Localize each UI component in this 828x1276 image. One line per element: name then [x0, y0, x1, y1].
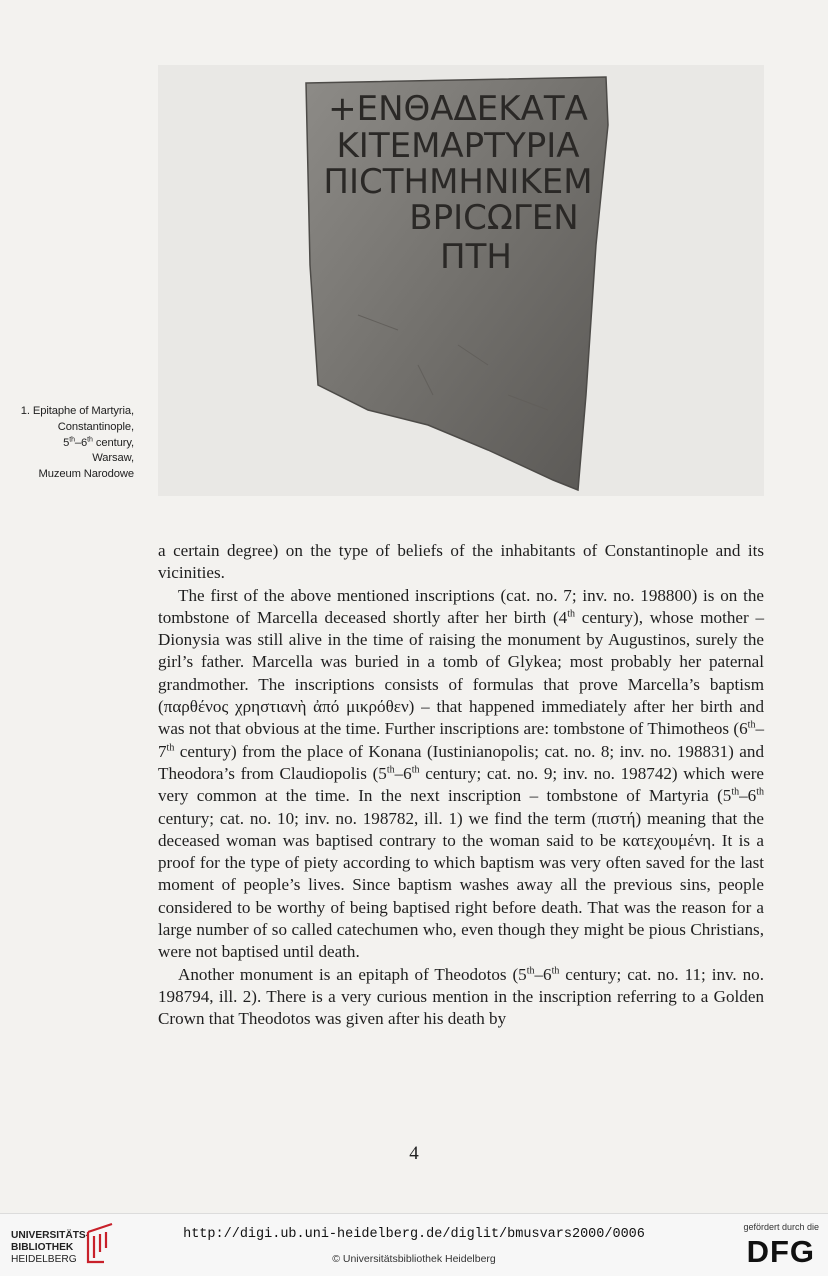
footer-bar: [0, 1213, 828, 1276]
copyright-text: © Universitätsbibliothek Heidelberg: [332, 1253, 496, 1265]
caption-line: Constantinople,: [57, 420, 134, 433]
inscription-line-5: ΠΤΗ: [440, 237, 512, 277]
page-number: 4: [409, 1143, 419, 1164]
body-text: [158, 540, 764, 1031]
caption-line: Muzeum Narodowe: [38, 468, 134, 481]
inscription-line-4: ΒΡΙCΩΓΕΝ: [409, 198, 579, 238]
inscription-line-1: +ЕΝΘΑΔΕΚΑΤΑ: [328, 89, 588, 129]
paragraph: a certain degree) on the type of beliefs of the inhabitants of Constantinople and its vicinities.: [158, 541, 764, 583]
paragraph: Another monument is an epitaph of Theodotos (5th–6th century; cat. no. 11; inv. no. 198794, ill. 2). There is a very curious mention in the inscription referring to a Golden Crown that Theodotos was given after his death by: [158, 964, 764, 1029]
figure-photo: [158, 65, 764, 496]
paragraph: The first of the above mentioned inscriptions (cat. no. 7; inv. no. 198800) is on the tombstone of Marcella deceased shortly after her birth (4th century), whose mother – Dionysia was still alive in the time of raising the monument by Augustinos, surely the girl’s father. Marcella was buried in a tomb of Glykea; most probably her paternal grandmother. The inscriptions consists of formulas that prove Marcella’s baptism (παρθένος χρηστιανὴ ἀπό μικρόθεν) – that happened immediately after her birth and was not that obvious at the time. Further inscriptions are: tombstone of Thimotheos (6th–7th century) from the place of Konana (Iustinianopolis; cat. no. 8; inv. no. 198831) and Theodora’s from Claudiopolis (5th–6th century; cat. no. 9; inv. no. 198742) which were very common at the time. In the next inscription – tombstone of Martyria (5th–6th century; cat. no. 10; inv. no. 198782, ill. 1) we find the term (πιστή) meaning that the deceased woman was baptised contrary to the woman said to be κατεχουμένη. It is a proof for the type of piety according to which baptism was very often saved for the last moment of people’s lives. Since baptism washes away all the previous sins, people considered to be worthy of being baptised right before death. That was the reason for a large number of so called catechumen who, even though they might be pious Christians, were not baptised until death.: [158, 585, 764, 962]
caption-line: 5th–6th century,: [63, 435, 134, 449]
caption-line: 1. Epitaphe of Martyria,: [20, 405, 134, 417]
university-library-name: UNIVERSITÄTS- BIBLIOTHEK HEIDELBERG: [11, 1230, 90, 1265]
dfg-logo: DFG: [746, 1234, 815, 1269]
dfg-funding-label: gefördert durch die: [743, 1222, 819, 1232]
stone-tablet-image: [158, 65, 764, 496]
caption-line: Warsaw,: [92, 452, 134, 465]
figure-caption: [16, 404, 134, 483]
permalink-url[interactable]: http://digi.ub.uni-heidelberg.de/diglit/bmusvars2000/0006: [183, 1227, 645, 1242]
inscription-line-2: ΚΙΤΕΜΑΡΤΥΡΙΑ: [336, 126, 580, 166]
inscription-line-3: ΠΙCΤΗΜΗΝΙΚΕΜ: [323, 162, 593, 202]
